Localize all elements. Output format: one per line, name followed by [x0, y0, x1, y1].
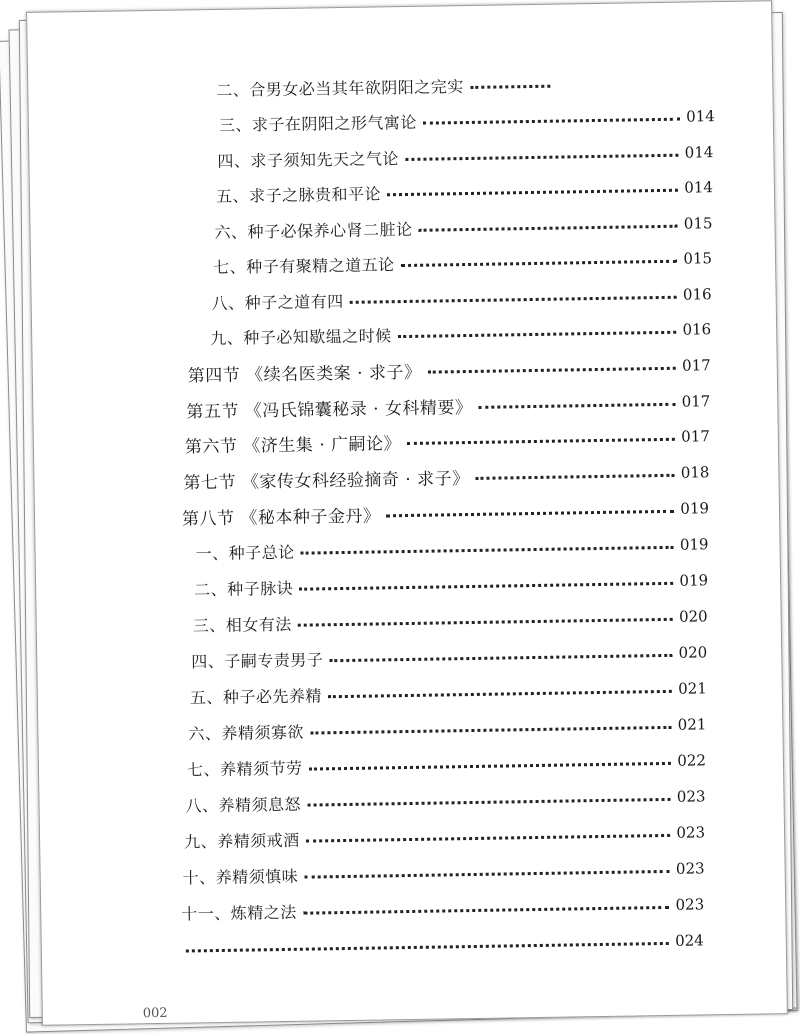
leader-dots [306, 833, 671, 842]
toc-entry-page: 020 [678, 643, 708, 662]
toc-entry [194, 567, 708, 601]
toc-entry-title: 第四节 《续名医类案 · 求子》 [187, 362, 422, 386]
leader-dots [329, 653, 672, 661]
toc-entry [182, 855, 704, 889]
leader-dots [407, 437, 675, 444]
toc-entry-title: 三、求子在阴阳之形气寓论 [218, 112, 418, 135]
toc-entry-page: 020 [678, 607, 708, 626]
leader-dots [299, 581, 673, 590]
toc-entry [180, 927, 704, 961]
leader-dots [386, 509, 674, 517]
leader-dots [308, 761, 671, 770]
leader-dots [301, 545, 674, 554]
leader-dots [303, 905, 670, 914]
toc-entry-page: 017 [681, 392, 711, 411]
toc-entry-title: 第五节 《冯氏锦囊秘录 · 女科精要》 [186, 397, 473, 422]
toc-section-entry [188, 352, 711, 386]
toc-entry-page: 019 [679, 535, 709, 554]
toc-entry-page: 023 [676, 823, 706, 842]
toc-entry-page: 022 [677, 751, 707, 770]
toc-entry-title: 四、子嗣专责男子 [191, 649, 324, 671]
toc-entry-title: 二、种子脉诀 [194, 578, 294, 599]
leader-dots [405, 153, 679, 160]
toc-entry-page: 017 [681, 356, 711, 375]
toc-entry-page: 014 [686, 107, 715, 126]
toc-entry [184, 819, 705, 853]
toc-entry-page: 021 [677, 715, 707, 734]
leader-dots [328, 689, 672, 697]
toc-entry-page: 019 [679, 571, 709, 590]
leader-dots [419, 224, 678, 231]
toc-entry-title: 第八节 《秘本种子金丹》 [181, 505, 381, 530]
leader-dots [470, 84, 551, 88]
toc-entry-page: 018 [680, 463, 710, 482]
toc-entry-page: 023 [675, 895, 705, 914]
toc-section-entry [185, 423, 710, 457]
toc-entry [185, 783, 705, 817]
toc-entry-page: 016 [682, 285, 712, 304]
toc-entry-page: 014 [684, 178, 714, 197]
toc-entry-title: 八、养精须息怒 [185, 794, 302, 816]
toc-entry [190, 675, 707, 709]
toc-section-entry [183, 459, 709, 493]
leader-dots [423, 117, 680, 124]
leader-dots [401, 259, 678, 266]
toc-entry-title: 七、种子有聚精之道五论 [212, 254, 395, 277]
toc-entry [181, 891, 704, 925]
toc-entry-title: 五、种子必先养精 [189, 685, 323, 707]
toc-entry-title: 二、合男女必当其年欲阴阳之完实 [216, 76, 464, 100]
toc-entry [210, 316, 711, 350]
toc-entry-title: 五、求子之脉贵和平论 [215, 183, 382, 206]
toc-entry [193, 603, 708, 637]
leader-dots [476, 473, 675, 479]
toc-entry-title: 七、养精须节劳 [186, 758, 303, 779]
toc-entry-page: 019 [680, 499, 710, 518]
toc-entry-title: 十一、炼精之法 [181, 902, 297, 924]
toc-entry-page: 015 [683, 249, 713, 268]
toc-entry [188, 711, 706, 745]
leader-dots [186, 941, 669, 952]
toc-entry-page: 024 [674, 931, 704, 950]
toc-section-entry [182, 495, 709, 529]
toc-entry-title: 十、养精须慎味 [182, 866, 299, 888]
toc-entry-page: 014 [684, 143, 714, 162]
toc-entry [219, 103, 715, 137]
leader-dots [398, 330, 677, 337]
toc-entry-title: 六、种子必保养心肾二脏论 [214, 219, 413, 242]
leader-dots [387, 188, 678, 196]
toc-entry [195, 531, 708, 565]
leader-dots [298, 617, 673, 626]
toc-entry-page: 023 [676, 787, 706, 806]
leader-dots [427, 366, 676, 373]
toc-entry-title: 三、相女有法 [192, 614, 292, 635]
toc-page [26, 0, 788, 1026]
leader-dots [478, 402, 675, 408]
toc-entry-page: 017 [681, 427, 710, 446]
leader-dots [350, 295, 677, 303]
toc-entry-title: 八、种子之道有四 [211, 291, 344, 313]
toc-entry-title: 四、求子须知先天之气论 [217, 148, 400, 171]
leader-dots [304, 869, 670, 878]
toc-entry-page: 021 [678, 679, 707, 698]
toc-entry [187, 747, 706, 781]
toc-entry [216, 174, 713, 208]
toc-entry-title: 六、养精须寡欲 [188, 722, 305, 743]
page-number: 002 [142, 1005, 168, 1022]
toc-entry-title: 一、种子总论 [195, 542, 295, 563]
toc-entry [213, 245, 712, 279]
leader-dots [310, 725, 672, 734]
toc-entry [191, 639, 707, 673]
leader-dots [307, 797, 671, 806]
toc-entry-title: 第七节 《家传女科经验摘奇 · 求子》 [183, 468, 470, 494]
toc-entry-title: 九、种子必知歇缊之时候 [210, 325, 392, 348]
toc-entry [217, 139, 713, 173]
toc-entry-page: 015 [683, 214, 713, 233]
toc-entry [211, 281, 711, 315]
toc-entry-page: 016 [682, 320, 712, 339]
toc-entry [216, 71, 556, 102]
toc-entry [214, 210, 712, 244]
toc-section-entry [186, 388, 710, 422]
toc-entry-title: 九、养精须戒酒 [183, 830, 300, 852]
toc-entry-page: 023 [675, 859, 705, 878]
toc-entry-title: 第六节 《济生集 · 广嗣论》 [184, 433, 402, 457]
